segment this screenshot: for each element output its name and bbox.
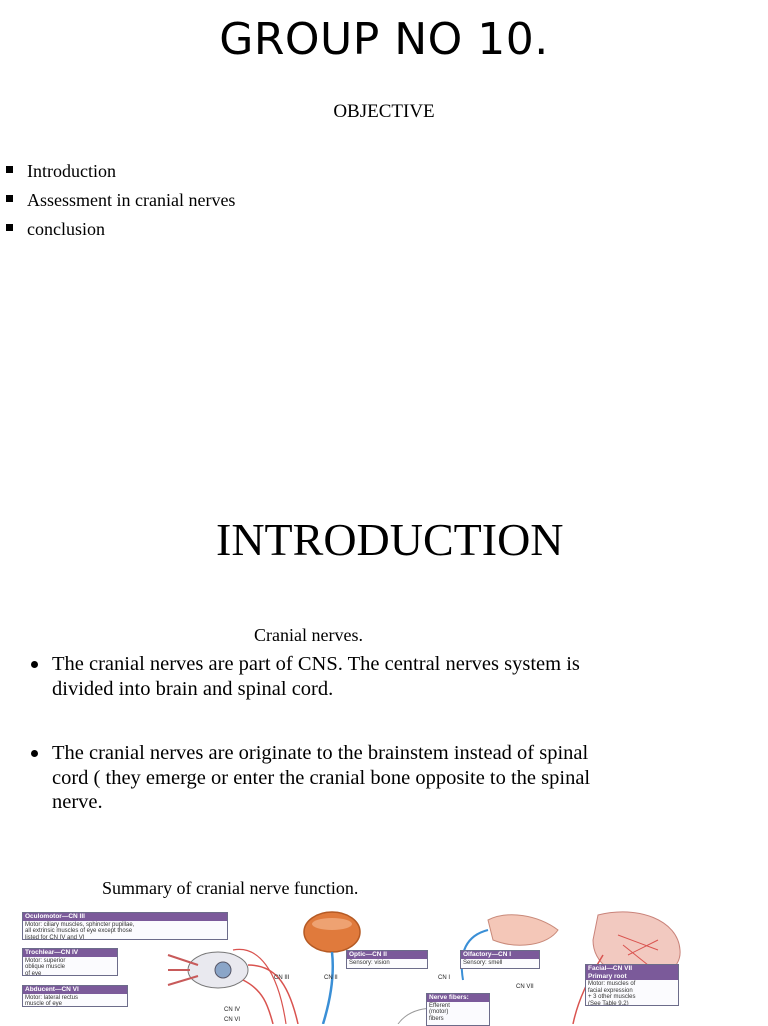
label-body: Efferent (motor) fibers	[429, 1002, 450, 1022]
list-item-text: The cranial nerves are part of CNS. The central nerves system is divided into brain and spinal cord.	[52, 653, 580, 700]
label-body: Sensory: smell	[463, 959, 503, 966]
list-item	[0, 186, 235, 215]
intro-list	[0, 652, 600, 815]
label-heading: Trochlear—CN IV	[23, 949, 117, 957]
cranial-nerve-diagram	[18, 910, 758, 1024]
tag-cn7: CN VII	[516, 984, 534, 990]
tag-cn2: CN II	[324, 975, 338, 981]
slide-introduction	[0, 470, 768, 1024]
nasal-cavity-illustration	[488, 915, 558, 945]
label-body: Sensory: vision	[349, 959, 390, 966]
label-heading: Abducent—CN VI	[23, 986, 127, 994]
tag-cn1: CN I	[438, 975, 450, 981]
slide-subtitle: OBJECTIVE	[333, 101, 435, 122]
tag-cn3: CN III	[274, 975, 290, 981]
label-abducent	[22, 985, 128, 1007]
label-optic	[346, 950, 428, 969]
slide-title: GROUP NO 10.	[219, 14, 549, 65]
list-item-text: conclusion	[27, 219, 105, 239]
label-oculomotor	[22, 912, 228, 940]
label-heading: Oculomotor—CN III	[23, 913, 227, 921]
round-bullet-icon	[31, 750, 38, 757]
round-bullet-icon	[31, 661, 38, 668]
label-trochlear	[22, 948, 118, 976]
label-heading: Olfactory—CN I	[461, 951, 539, 959]
label-facial	[585, 964, 679, 1006]
list-item	[0, 215, 235, 244]
list-item-text: Introduction	[27, 161, 116, 181]
label-heading: Optic—CN II	[347, 951, 427, 959]
label-nerve-fibers	[426, 993, 490, 1026]
label-body: Motor: superior oblique muscle of eye	[25, 957, 66, 976]
label-olfactory	[460, 950, 540, 969]
slide-title: INTRODUCTION	[216, 514, 564, 565]
label-heading: Facial—CN VII Primary root	[586, 965, 678, 980]
tag-cn4: CN IV	[224, 1007, 241, 1013]
slide-objective	[0, 0, 768, 470]
square-bullet-icon	[6, 224, 13, 231]
square-bullet-icon	[6, 166, 13, 173]
list-item-text: Assessment in cranial nerves	[27, 190, 236, 210]
label-body: Motor: ciliary muscles, sphincter pupillae, all extrinsic muscles of eye except those listed for CN IV and VI	[25, 921, 135, 940]
slide-subtitle: Cranial nerves.	[254, 625, 363, 645]
list-item-text: The cranial nerves are originate to the brainstem instead of spinal cord ( they emerge or enter the cranial bone opposite to the spinal nerve.	[52, 742, 591, 813]
label-body: Motor: muscles of facial expression + 3 other muscles (See Table 9.2)	[588, 981, 636, 1006]
list-item	[0, 741, 600, 815]
label-heading: Nerve fibers:	[427, 994, 489, 1002]
square-bullet-icon	[6, 195, 13, 202]
list-item	[0, 652, 600, 701]
objective-list	[0, 157, 235, 244]
figure-caption: Summary of cranial nerve function.	[102, 878, 359, 898]
tag-cn6: CN VI	[224, 1017, 241, 1023]
label-body: Motor: lateral rectus muscle of eye	[25, 994, 79, 1007]
list-item	[0, 157, 235, 186]
